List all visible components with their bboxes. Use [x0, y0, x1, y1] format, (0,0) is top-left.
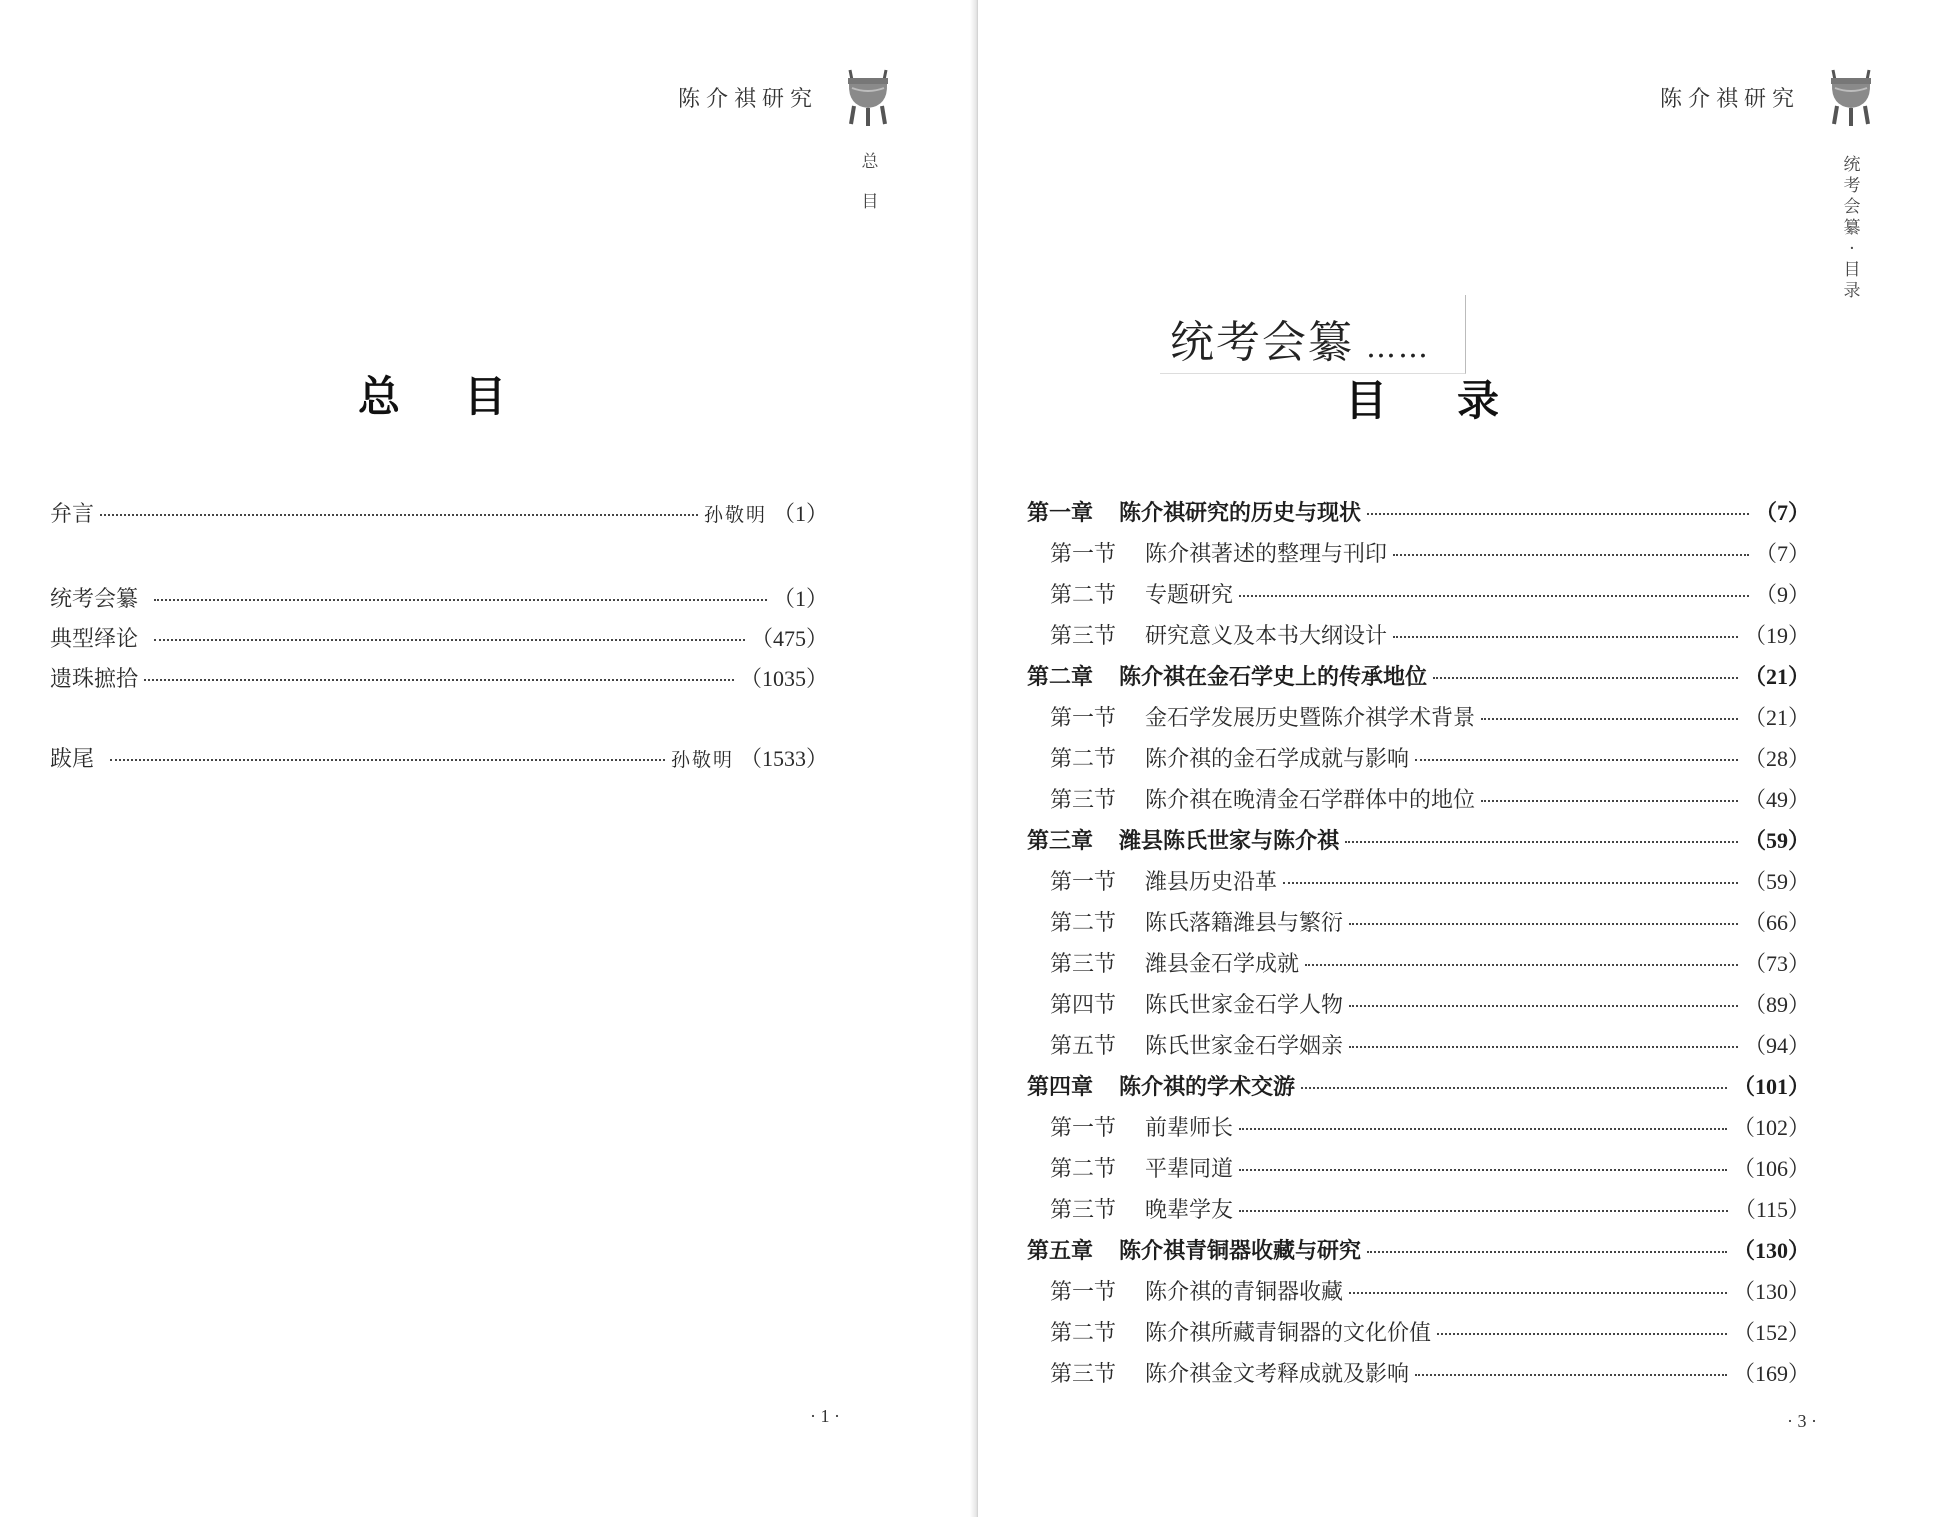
left-page — [0, 0, 975, 1517]
toc-entry-number: 第一章 — [1027, 500, 1094, 526]
toc-entry-number: 第三节 — [1050, 788, 1117, 813]
section-title: 统考会纂 …… — [1170, 317, 1430, 368]
toc-entry-number: 第三节 — [1050, 1362, 1117, 1387]
toc-entry-page: （152） — [1732, 1320, 1810, 1345]
page-title: 目 录 — [1345, 376, 1508, 425]
toc-entry-title: 陈介祺青铜器收藏与研究 — [1119, 1238, 1362, 1264]
toc-entry-page: （9） — [1754, 582, 1810, 607]
toc-entry-page: （115） — [1733, 1197, 1810, 1222]
leader-dots — [1301, 1087, 1727, 1089]
toc-section-entry — [1050, 742, 1810, 773]
toc-entry-page: （89） — [1743, 992, 1810, 1017]
toc-entry-title: 专题研究 — [1145, 583, 1234, 608]
toc-entry-title: 陈介祺的学术交游 — [1119, 1074, 1296, 1100]
toc-entry-page: （94） — [1743, 1033, 1810, 1058]
side-label: 统 考 会 纂 · 目 录 — [1843, 155, 1861, 301]
toc-section-entry — [1050, 865, 1810, 896]
toc-entry-number: 第二节 — [1050, 747, 1117, 772]
toc-entry-number: 第四章 — [1027, 1074, 1094, 1100]
leader-dots — [1367, 1251, 1727, 1253]
leader-dots — [1481, 718, 1738, 720]
toc-entry-title: 晚辈学友 — [1145, 1198, 1234, 1223]
leader-dots — [1349, 1046, 1738, 1048]
toc-entry: 遗珠摭拾 （1035） — [50, 666, 828, 692]
leader-dots — [1415, 1374, 1727, 1376]
leader-dots — [1367, 513, 1749, 515]
toc-entry-title: 潍县历史沿革 — [1145, 870, 1278, 895]
leader-dots — [1239, 1210, 1728, 1212]
toc-entry-page: （101） — [1732, 1074, 1810, 1099]
leader-dots — [1437, 1333, 1727, 1335]
toc-entry-title: 前辈师长 — [1145, 1116, 1234, 1141]
toc-section-entry — [1050, 1275, 1810, 1306]
toc-section-entry — [1050, 1152, 1810, 1183]
toc-entry-number: 第四节 — [1050, 993, 1117, 1018]
toc-entry-number: 第一节 — [1050, 870, 1117, 895]
toc-entry-number: 第二节 — [1050, 583, 1117, 608]
toc-entry-title: 金石学发展历史暨陈介祺学术背景 — [1145, 706, 1476, 731]
toc-entry-title: 陈氏世家金石学人物 — [1145, 993, 1344, 1018]
toc-entry-page: （21） — [1743, 705, 1810, 730]
leader-dots — [1305, 964, 1738, 966]
toc-section-entry — [1050, 1316, 1810, 1347]
leader-dots — [1239, 595, 1749, 597]
toc-entry-title: 陈介祺在金石学史上的传承地位 — [1119, 664, 1428, 690]
running-head: 陈介祺研究 — [678, 87, 819, 112]
leader-dots — [1393, 554, 1749, 556]
toc-section-entry — [1050, 578, 1810, 609]
ding-vessel-icon — [1825, 66, 1877, 128]
toc-entry-number: 第三章 — [1027, 828, 1094, 854]
toc-chapter-entry — [1027, 496, 1810, 527]
leader-dots — [1393, 636, 1738, 638]
toc-entry-page: （59） — [1743, 828, 1810, 853]
toc-entry-number: 第三节 — [1050, 952, 1117, 977]
toc-section-entry — [1050, 783, 1810, 814]
toc-entry-number: 第一节 — [1050, 1116, 1117, 1141]
toc-entry-page: （169） — [1732, 1361, 1810, 1386]
toc-section-entry — [1050, 988, 1810, 1019]
leader-dots — [1345, 841, 1738, 843]
toc-entry-title: 陈介祺的金石学成就与影响 — [1145, 747, 1410, 772]
toc-entry-page: （21） — [1743, 664, 1810, 689]
toc-chapter-entry — [1027, 824, 1810, 855]
toc-entry-number: 第三节 — [1050, 1198, 1117, 1223]
page-number: · 3 · — [1787, 1411, 1817, 1431]
toc-entry-page: （59） — [1743, 869, 1810, 894]
page-number: · 1 · — [810, 1406, 840, 1426]
toc-entry-number: 第一节 — [1050, 542, 1117, 567]
toc-entry-page: （106） — [1732, 1156, 1810, 1181]
toc-entry-title: 研究意义及本书大纲设计 — [1145, 624, 1388, 649]
toc-entry-page: （7） — [1754, 500, 1810, 525]
toc-entry-number: 第二节 — [1050, 911, 1117, 936]
toc-entry: 典型绎论 （475） — [50, 626, 828, 652]
leader-dots — [1433, 677, 1738, 679]
toc-entry-title: 陈氏落籍潍县与繁衍 — [1145, 911, 1344, 936]
toc-entry-number: 第二节 — [1050, 1321, 1117, 1346]
toc-entry-title: 平辈同道 — [1145, 1157, 1234, 1182]
leader-dots — [1283, 882, 1738, 884]
toc-section-entry — [1050, 537, 1810, 568]
toc-entry-number: 第一节 — [1050, 1280, 1117, 1305]
toc-entry-page: （102） — [1732, 1115, 1810, 1140]
toc-entry-page: （130） — [1732, 1238, 1810, 1263]
toc-entry-page: （28） — [1743, 746, 1810, 771]
toc-section-entry — [1050, 906, 1810, 937]
toc-entry-title: 陈介祺著述的整理与刊印 — [1145, 542, 1388, 567]
leader-dots — [1239, 1128, 1727, 1130]
toc-section-entry — [1050, 619, 1810, 650]
leader-dots — [1349, 923, 1738, 925]
leader-dots — [1349, 1292, 1727, 1294]
toc-entry-page: （49） — [1743, 787, 1810, 812]
toc-entry-number: 第一节 — [1050, 706, 1117, 731]
toc-entry-page: （130） — [1732, 1279, 1810, 1304]
side-label: 总 目 — [861, 152, 879, 212]
toc-entry-title: 陈介祺研究的历史与现状 — [1119, 500, 1362, 526]
leader-dots — [1415, 759, 1738, 761]
toc-entry-number: 第五章 — [1027, 1238, 1094, 1264]
toc-section-entry — [1050, 1193, 1810, 1224]
toc-entry-title: 陈介祺所藏青铜器的文化价值 — [1145, 1321, 1432, 1346]
toc-section-entry — [1050, 1029, 1810, 1060]
toc-entry: 统考会纂 （1） — [50, 586, 828, 612]
ding-vessel-icon — [842, 66, 894, 128]
toc-entry-number: 第二节 — [1050, 1157, 1117, 1182]
toc-section-entry — [1050, 701, 1810, 732]
toc-section-entry — [1050, 947, 1810, 978]
toc-entry: 弁言 孙敬明 （1） — [50, 501, 828, 527]
toc-entry-title: 潍县金石学成就 — [1145, 952, 1300, 977]
toc-entry-page: （66） — [1743, 910, 1810, 935]
toc-entry-number: 第二章 — [1027, 664, 1094, 690]
leader-dots — [1349, 1005, 1738, 1007]
toc-entry-page: （73） — [1743, 951, 1810, 976]
toc-entry-title: 陈介祺在晚清金石学群体中的地位 — [1145, 788, 1476, 813]
toc-chapter-entry — [1027, 1070, 1810, 1101]
page-title: 总 目 — [358, 372, 515, 421]
toc-section-entry — [1050, 1111, 1810, 1142]
toc-chapter-entry — [1027, 660, 1810, 691]
toc-entry-title: 陈氏世家金石学姻亲 — [1145, 1034, 1344, 1059]
toc-entry-number: 第三节 — [1050, 624, 1117, 649]
toc-entry: 跋尾 孙敬明 （1533） — [50, 746, 828, 772]
running-head: 陈介祺研究 — [1660, 87, 1801, 112]
toc-entry-number: 第五节 — [1050, 1034, 1117, 1059]
toc-entry-title: 陈介祺金文考释成就及影响 — [1145, 1362, 1410, 1387]
toc-chapter-entry — [1027, 1234, 1810, 1265]
toc-entry-page: （7） — [1754, 541, 1810, 566]
toc-section-entry — [1050, 1357, 1810, 1388]
toc-entry-title: 潍县陈氏世家与陈介祺 — [1119, 828, 1340, 854]
leader-dots — [1481, 800, 1738, 802]
leader-dots — [1239, 1169, 1727, 1171]
toc-entry-title: 陈介祺的青铜器收藏 — [1145, 1280, 1344, 1305]
toc-entry-page: （19） — [1743, 623, 1810, 648]
